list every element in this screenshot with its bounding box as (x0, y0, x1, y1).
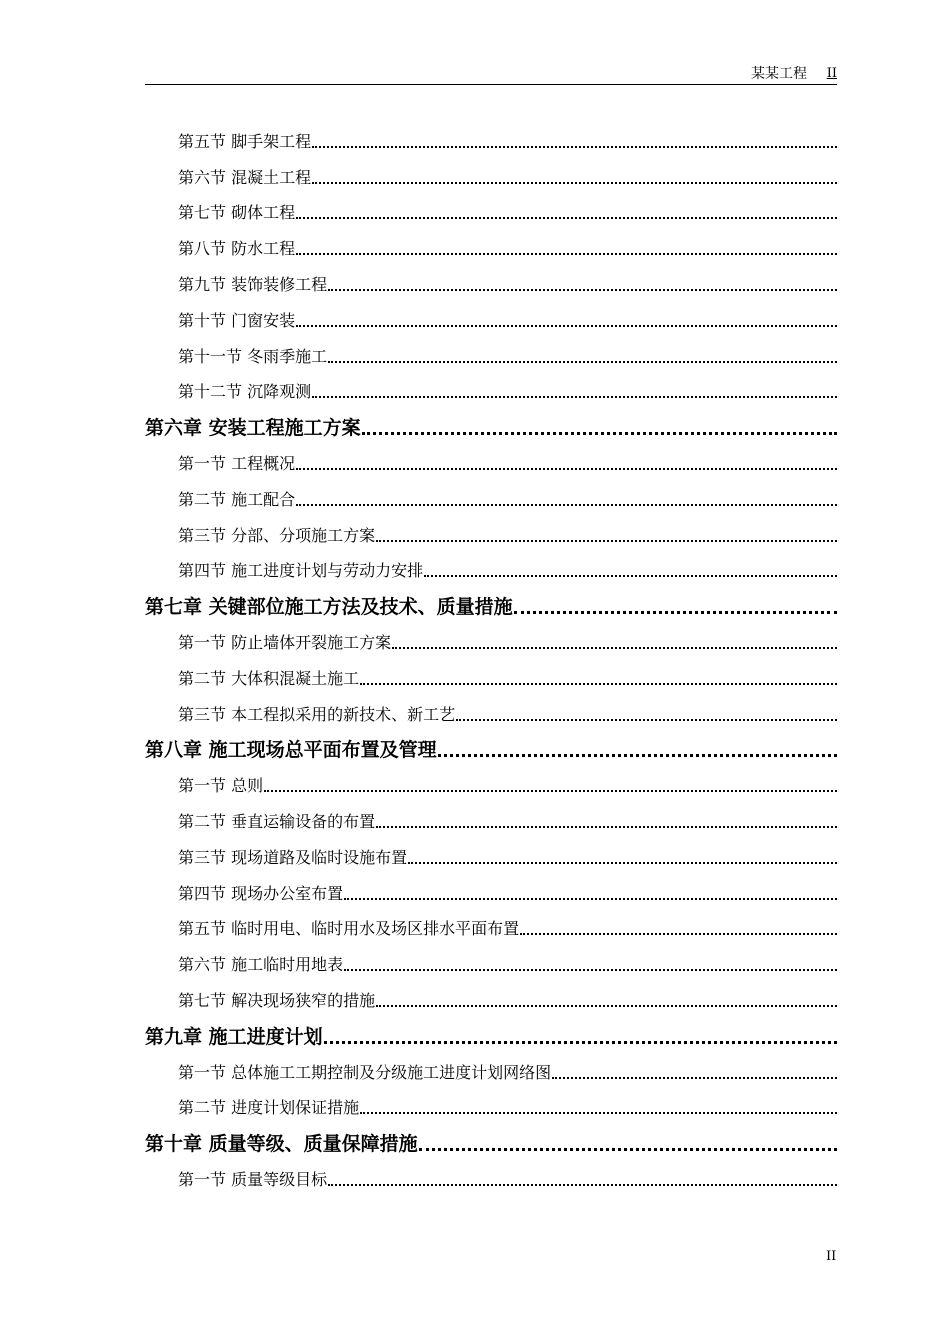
toc-dot-leader (328, 361, 837, 363)
toc-dot-leader (408, 862, 837, 864)
toc-chapter-entry[interactable] (145, 404, 837, 440)
toc-section-entry[interactable] (145, 333, 837, 369)
table-of-contents (145, 118, 837, 1192)
toc-entry-label: 第六节 施工临时用地表 (178, 955, 344, 975)
toc-dot-leader (296, 253, 837, 255)
toc-chapter-entry[interactable] (145, 727, 837, 763)
toc-dot-leader (328, 289, 837, 291)
toc-section-entry[interactable] (145, 619, 837, 655)
toc-dot-leader (296, 504, 837, 506)
toc-dot-leader (296, 217, 837, 219)
toc-chapter-entry[interactable] (145, 1013, 837, 1049)
toc-section-entry[interactable] (145, 190, 837, 226)
toc-entry-label: 第六节 混凝土工程 (178, 167, 312, 187)
toc-entry-label: 第五节 脚手架工程 (178, 131, 312, 151)
toc-dot-leader (552, 1077, 837, 1079)
toc-entry-label: 第二节 大体积混凝土施工 (178, 668, 360, 688)
toc-chapter-entry[interactable] (145, 583, 837, 619)
toc-entry-label: 第六章 安装工程施工方案 (145, 417, 361, 440)
toc-section-entry[interactable] (145, 906, 837, 942)
toc-chapter-entry[interactable] (145, 1120, 837, 1156)
toc-dot-leader (264, 790, 837, 792)
toc-section-entry[interactable] (145, 941, 837, 977)
page-header (145, 66, 837, 85)
toc-entry-label: 第四节 施工进度计划与劳动力安排 (178, 561, 424, 581)
toc-section-entry[interactable] (145, 369, 837, 405)
toc-dot-leader (360, 683, 837, 685)
toc-dot-leader (312, 182, 837, 184)
toc-section-entry[interactable] (145, 476, 837, 512)
toc-dot-leader (312, 146, 837, 148)
toc-dot-leader (438, 754, 837, 757)
toc-entry-label: 第一节 总则 (178, 776, 264, 796)
toc-section-entry[interactable] (145, 977, 837, 1013)
toc-dot-leader (520, 933, 837, 935)
toc-dot-leader (514, 611, 837, 614)
toc-dot-leader (344, 898, 837, 900)
toc-dot-leader (424, 575, 837, 577)
toc-entry-label: 第五节 临时用电、临时用水及场区排水平面布置 (178, 919, 520, 939)
toc-entry-label: 第九节 装饰装修工程 (178, 274, 328, 294)
toc-dot-leader (419, 1148, 837, 1151)
toc-section-entry[interactable] (145, 834, 837, 870)
toc-section-entry[interactable] (145, 225, 837, 261)
toc-dot-leader (312, 396, 837, 398)
toc-dot-leader (376, 540, 837, 542)
header-title: 某某工程 (751, 66, 807, 82)
toc-entry-label: 第三节 分部、分项施工方案 (178, 525, 376, 545)
toc-section-entry[interactable] (145, 261, 837, 297)
toc-entry-label: 第八章 施工现场总平面布置及管理 (145, 739, 437, 762)
toc-entry-label: 第七节 解决现场狭窄的措施 (178, 990, 376, 1010)
toc-entry-label: 第二节 垂直运输设备的布置 (178, 811, 376, 831)
toc-entry-label: 第四节 现场办公室布置 (178, 883, 344, 903)
toc-section-entry[interactable] (145, 154, 837, 190)
toc-section-entry[interactable] (145, 1085, 837, 1121)
toc-dot-leader (362, 432, 837, 435)
toc-dot-leader (296, 325, 837, 327)
toc-entry-label: 第一节 总体施工工期控制及分级施工进度计划网络图 (178, 1062, 552, 1082)
toc-entry-label: 第三节 本工程拟采用的新技术、新工艺 (178, 704, 456, 724)
toc-section-entry[interactable] (145, 297, 837, 333)
toc-dot-leader (456, 719, 837, 721)
toc-dot-leader (392, 647, 837, 649)
toc-section-entry[interactable] (145, 870, 837, 906)
toc-entry-label: 第七节 砌体工程 (178, 203, 296, 223)
toc-dot-leader (296, 468, 837, 470)
toc-entry-label: 第十二节 沉降观测 (178, 382, 312, 402)
toc-dot-leader (360, 1112, 837, 1114)
toc-entry-label: 第十章 质量等级、质量保障措施 (145, 1133, 418, 1156)
toc-entry-label: 第八节 防水工程 (178, 239, 296, 259)
toc-dot-leader (328, 1184, 837, 1186)
toc-entry-label: 第一节 质量等级目标 (178, 1169, 328, 1189)
toc-section-entry[interactable] (145, 440, 837, 476)
toc-entry-label: 第一节 防止墙体开裂施工方案 (178, 632, 392, 652)
page-number: II (826, 1249, 837, 1264)
toc-section-entry[interactable] (145, 655, 837, 691)
toc-section-entry[interactable] (145, 548, 837, 584)
toc-section-entry[interactable] (145, 691, 837, 727)
toc-section-entry[interactable] (145, 762, 837, 798)
toc-dot-leader (376, 1005, 837, 1007)
toc-entry-label: 第十节 门窗安装 (178, 310, 296, 330)
toc-section-entry[interactable] (145, 1156, 837, 1192)
toc-dot-leader (344, 969, 837, 971)
toc-entry-label: 第二节 进度计划保证措施 (178, 1098, 360, 1118)
header-page-number: II (826, 66, 837, 81)
toc-entry-label: 第十一节 冬雨季施工 (178, 346, 328, 366)
toc-section-entry[interactable] (145, 118, 837, 154)
toc-dot-leader (376, 826, 837, 828)
toc-dot-leader (324, 1041, 837, 1044)
toc-entry-label: 第一节 工程概况 (178, 453, 296, 473)
toc-entry-label: 第三节 现场道路及临时设施布置 (178, 847, 408, 867)
toc-section-entry[interactable] (145, 512, 837, 548)
toc-entry-label: 第二节 施工配合 (178, 489, 296, 509)
toc-section-entry[interactable] (145, 1049, 837, 1085)
toc-entry-label: 第九章 施工进度计划 (145, 1025, 323, 1048)
toc-entry-label: 第七章 关键部位施工方法及技术、质量措施 (145, 596, 513, 619)
toc-section-entry[interactable] (145, 798, 837, 834)
